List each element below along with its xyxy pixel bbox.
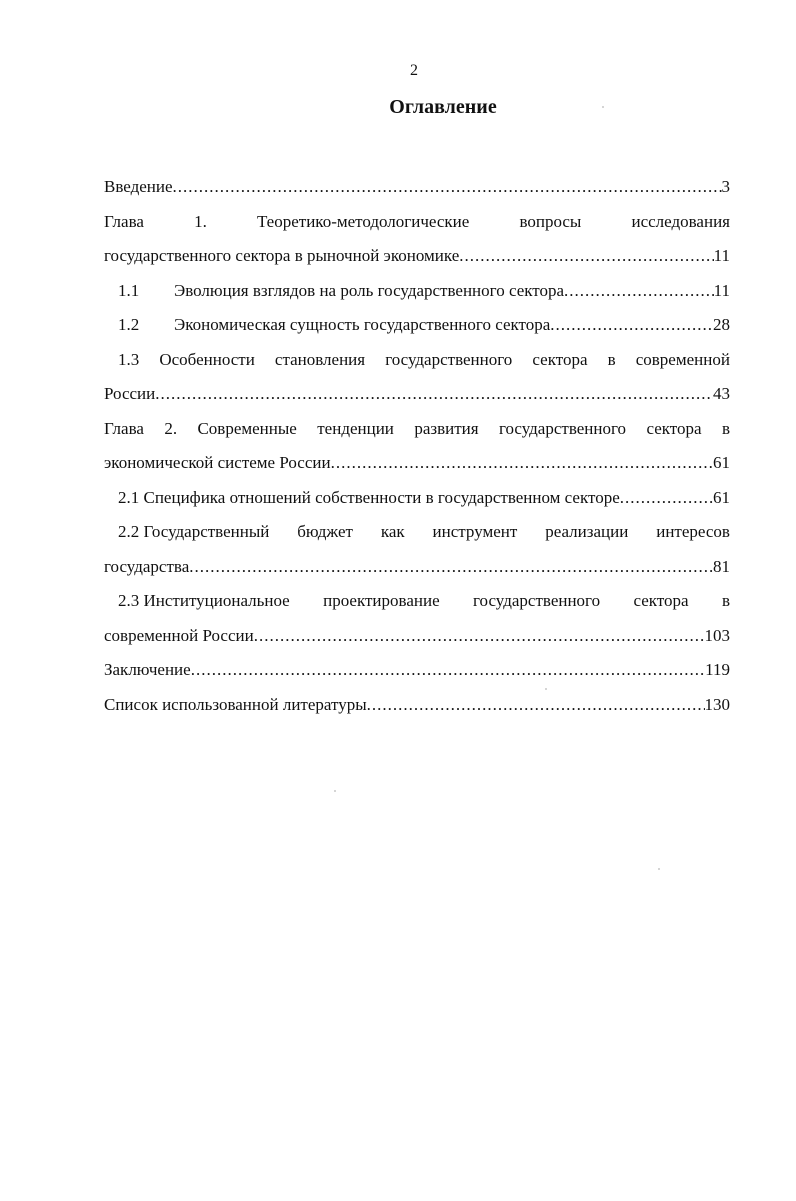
toc-s13-page: 43 <box>713 384 730 403</box>
toc-ch2-word: государственного <box>498 418 627 438</box>
toc-entry-chapter-2[interactable] <box>104 412 730 447</box>
toc-s11-label: Эволюция взглядов на роль государственного сектора <box>174 280 565 300</box>
toc-entry-conclusion[interactable] <box>104 653 730 688</box>
dot-leader <box>550 308 713 343</box>
toc-entry-2-1[interactable] <box>104 481 730 516</box>
dot-leader <box>189 550 713 585</box>
toc-conclusion-page: 119 <box>705 660 730 679</box>
table-of-contents <box>104 170 730 722</box>
dot-leader <box>620 481 713 516</box>
toc-entry-2-3[interactable] <box>104 584 730 619</box>
toc-s22-word: инструмент <box>432 522 518 541</box>
toc-ch2-word: тенденции <box>317 418 394 438</box>
toc-s23-word: сектора <box>633 591 689 610</box>
toc-entry-2-3-cont[interactable] <box>104 619 730 654</box>
dot-leader <box>331 446 713 481</box>
toc-ch2-word: Современные <box>197 418 297 438</box>
page-number: 2 <box>410 62 418 79</box>
toc-s22-page: 81 <box>713 556 730 576</box>
toc-entry-1-3[interactable] <box>104 343 730 378</box>
dot-leader <box>459 239 713 274</box>
toc-s23-word: 2.3 Институциональное <box>118 591 290 610</box>
toc-references-label: Список использованной литературы <box>104 694 367 714</box>
toc-s22-word: реализации <box>545 522 629 541</box>
toc-s12-page: 28 <box>713 315 730 334</box>
page-title: Оглавление <box>389 96 497 118</box>
scan-speck <box>334 790 336 792</box>
toc-s13-word: государственного <box>385 349 513 369</box>
toc-entry-chapter-2-cont[interactable] <box>104 446 730 481</box>
toc-s23-word: проектирование <box>323 591 440 610</box>
toc-ch1-page: 11 <box>713 246 730 265</box>
toc-ch1-word: Глава <box>104 211 144 231</box>
dot-leader <box>367 688 705 723</box>
toc-s12-num: 1.2 <box>118 315 140 334</box>
toc-conclusion-label: Заключение <box>104 660 191 679</box>
toc-ch1-word: исследования <box>631 211 730 231</box>
dot-leader <box>191 653 705 688</box>
toc-ch2-page: 61 <box>713 453 730 472</box>
toc-intro-page: 3 <box>721 177 730 196</box>
toc-s23-word: государственного <box>473 591 601 610</box>
toc-ch2-cont: экономической системе России <box>104 453 331 472</box>
toc-entry-intro[interactable] <box>104 170 730 205</box>
scan-speck <box>602 106 604 108</box>
toc-ch1-word: Теоретико-методологические <box>256 211 470 231</box>
toc-s23-cont: современной России <box>104 625 254 645</box>
toc-s22-word: бюджет <box>297 522 353 541</box>
toc-s22-cont: государства <box>104 556 190 576</box>
toc-s21-page: 61 <box>713 487 730 507</box>
toc-s13-word: становления <box>274 349 366 369</box>
toc-entry-1-2[interactable] <box>104 308 730 343</box>
toc-ch2-word: Глава <box>104 418 144 438</box>
dot-leader <box>254 619 705 654</box>
toc-s13-word: в <box>607 349 616 369</box>
dot-leader <box>564 274 714 309</box>
toc-s13-cont: России <box>104 384 156 403</box>
toc-ch2-word: развития <box>414 418 479 438</box>
toc-references-page: 130 <box>704 694 730 714</box>
dot-leader <box>155 377 713 412</box>
toc-s11-page: 11 <box>713 280 730 300</box>
toc-s13-word: Особенности <box>159 349 255 369</box>
toc-s13-word: сектора <box>532 349 588 369</box>
toc-s13-word: 1.3 <box>118 349 140 369</box>
toc-intro-label: Введение <box>104 177 173 196</box>
toc-entry-2-2-cont[interactable] <box>104 550 730 585</box>
toc-ch2-word: 2. <box>164 418 178 438</box>
toc-entry-references[interactable] <box>104 688 730 723</box>
toc-s12-label: Экономическая сущность государственного сектора <box>174 315 551 334</box>
toc-s11-num: 1.1 <box>118 280 140 300</box>
toc-s23-page: 103 <box>704 625 730 645</box>
toc-ch1-cont: государственного сектора в рыночной экономике <box>104 246 460 265</box>
scan-speck <box>545 688 547 690</box>
toc-ch1-word: вопросы <box>519 211 582 231</box>
dot-leader <box>173 170 722 205</box>
toc-s23-word: в <box>721 591 730 610</box>
toc-s21-label: 2.1 Специфика отношений собственности в государственном секторе <box>118 487 620 507</box>
toc-entry-chapter-1[interactable] <box>104 205 730 240</box>
toc-entry-2-2[interactable] <box>104 515 730 550</box>
toc-s22-word: как <box>380 522 405 541</box>
scan-speck <box>658 868 660 870</box>
toc-entry-1-1[interactable] <box>104 274 730 309</box>
toc-ch2-word: сектора <box>646 418 702 438</box>
toc-entry-chapter-1-cont[interactable] <box>104 239 730 274</box>
toc-s22-word: 2.2 Государственный <box>118 522 270 541</box>
toc-s13-word: современной <box>635 349 730 369</box>
toc-ch2-word: в <box>721 418 730 438</box>
toc-s22-word: интересов <box>656 522 730 541</box>
toc-ch1-word: 1. <box>194 211 207 231</box>
toc-entry-1-3-cont[interactable] <box>104 377 730 412</box>
